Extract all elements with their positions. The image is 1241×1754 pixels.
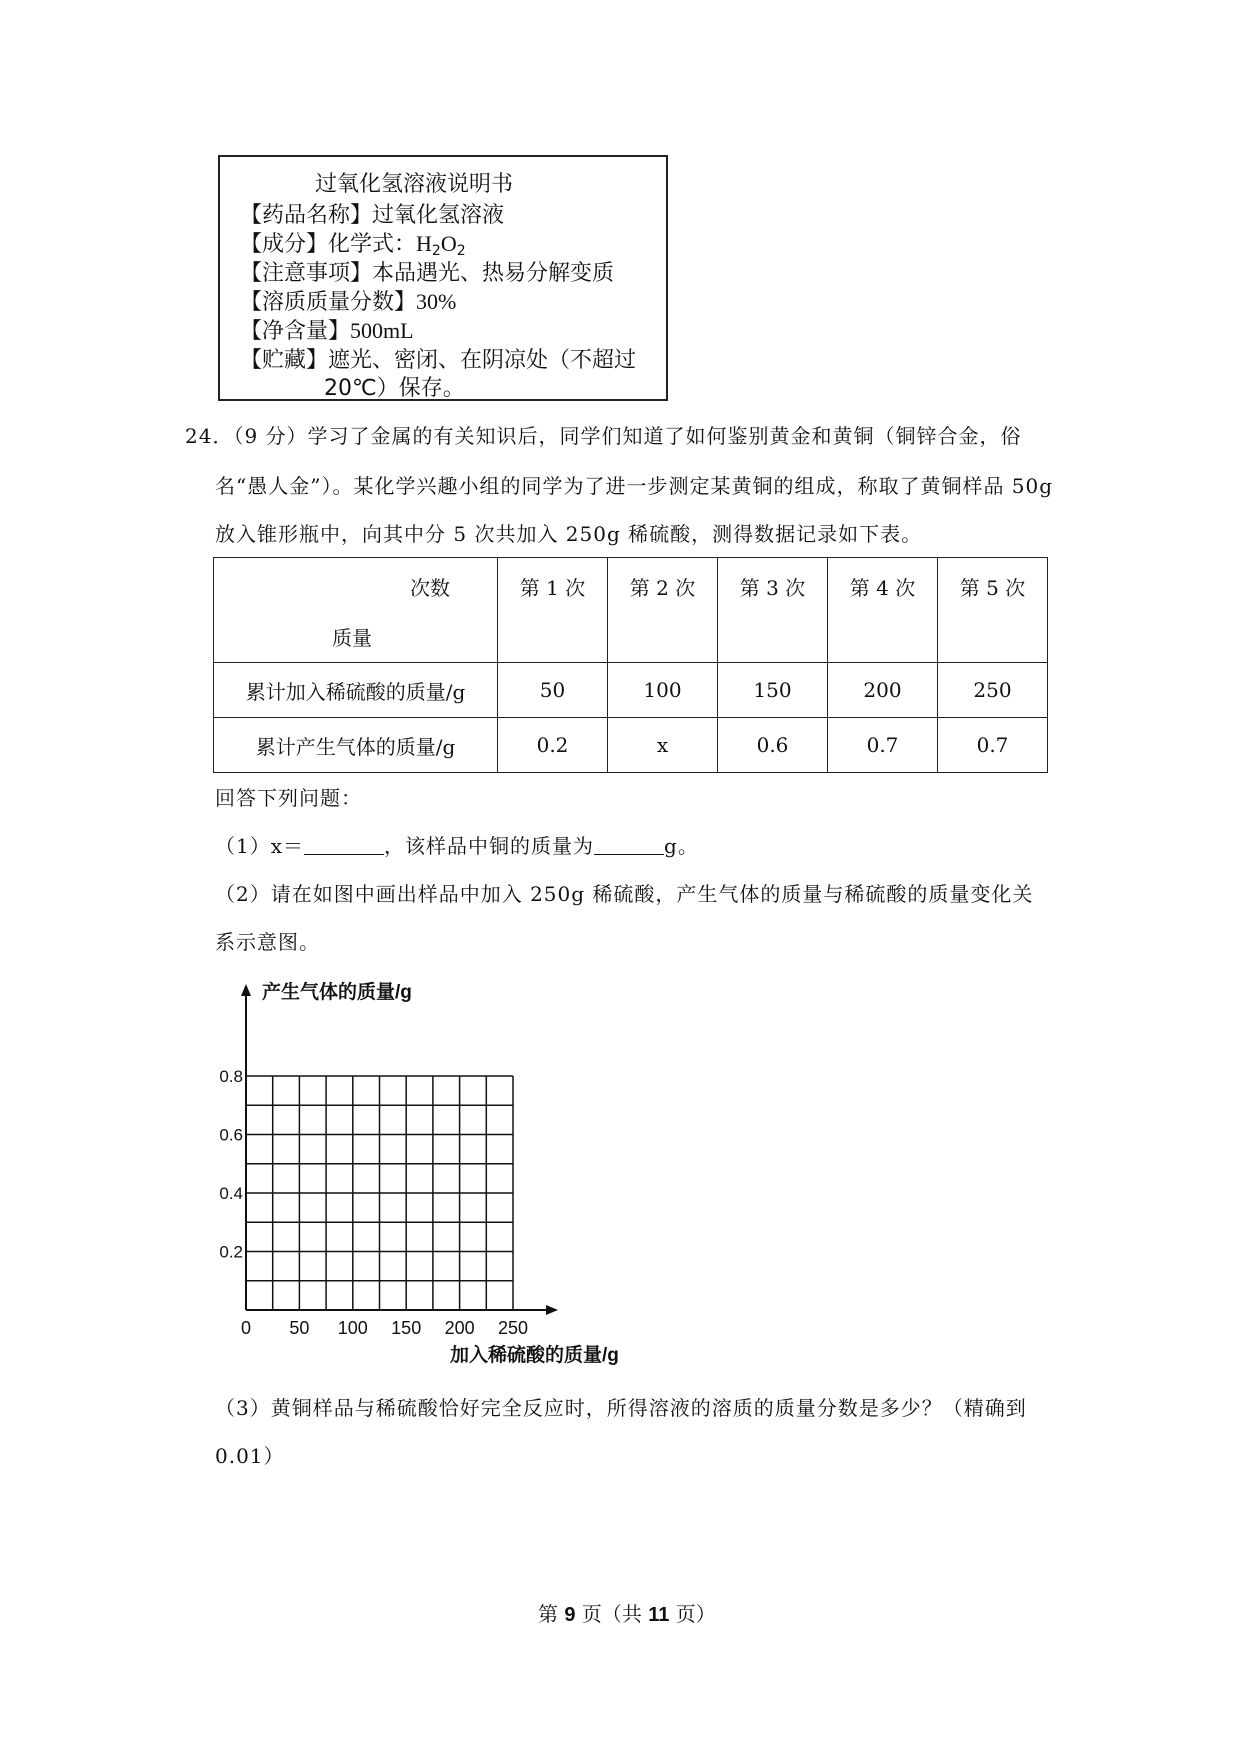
footer-page-number: 9 xyxy=(564,1604,576,1626)
table-column-header: 第 2 次 xyxy=(608,558,718,663)
label-line-fraction xyxy=(240,285,456,316)
corner-top-label: 次数 xyxy=(410,576,450,600)
table-row xyxy=(214,663,1048,718)
footer-text: 页） xyxy=(669,1602,716,1626)
x-tick-label: 100 xyxy=(337,1318,368,1338)
question-3-line-1: （3）黄铜样品与稀硫酸恰好完全反应时，所得溶液的溶质的质量分数是多少？（精确到 xyxy=(215,1396,1027,1420)
q1-middle: ，该样品中铜的质量为 xyxy=(384,834,595,858)
table-cell: 250 xyxy=(938,663,1048,718)
answer-blank-copper-mass[interactable] xyxy=(594,853,664,855)
table-cell: 50 xyxy=(498,663,608,718)
formula-h: H xyxy=(416,231,432,256)
chart-y-axis-label: 产生气体的质量/g xyxy=(262,982,412,1003)
label-value: 过氧化氢溶液 xyxy=(372,203,505,228)
question-line-1: 24．（9 分）学习了金属的有关知识后，同学们知道了如何鉴别黄金和黄铜（铜锌合金，俗 xyxy=(185,424,1022,448)
label-line-composition xyxy=(240,227,466,259)
label-value: 遮光、密闭、在阴凉处（不超过 xyxy=(328,348,637,373)
question-3-line-2: 0.01） xyxy=(215,1444,285,1468)
label-value: 30% xyxy=(416,289,457,314)
table-cell: x xyxy=(608,718,718,773)
chart-tick-labels xyxy=(219,1067,528,1338)
table-row-label: 累计产生气体的质量/g xyxy=(214,718,498,773)
chart-grid xyxy=(246,1076,513,1310)
label-line-notes xyxy=(240,256,614,287)
answer-intro: 回答下列问题： xyxy=(215,786,362,810)
table-column-header: 第 3 次 xyxy=(718,558,828,663)
footer-total-pages: 11 xyxy=(648,1604,670,1626)
x-tick-label: 250 xyxy=(497,1318,529,1338)
formula-subscript: 2 xyxy=(431,243,441,259)
corner-bottom-label: 质量 xyxy=(332,626,372,650)
label-key: 【贮藏】 xyxy=(240,348,329,373)
footer-text: 页（共 xyxy=(575,1602,649,1626)
formula-subscript: 2 xyxy=(456,243,466,259)
table-cell: 0.6 xyxy=(718,718,828,773)
label-key: 【溶质质量分数】 xyxy=(240,290,417,315)
table-column-header: 第 1 次 xyxy=(498,558,608,663)
chart-x-axis-label: 加入稀硫酸的质量/g xyxy=(450,1345,619,1366)
label-line-net xyxy=(240,314,414,345)
table-header-row xyxy=(214,558,1048,663)
question-line-3: 放入锥形瓶中，向其中分 5 次共加入 250g 稀硫酸，测得数据记录如下表。 xyxy=(215,522,923,546)
x-tick-label: 150 xyxy=(391,1318,422,1338)
question-line-2: 名“愚人金”）。某化学兴趣小组的同学为了进一步测定某黄铜的组成，称取了黄铜样品 50g xyxy=(215,474,1054,498)
table-row xyxy=(214,718,1048,773)
table-column-header: 第 5 次 xyxy=(938,558,1048,663)
table-cell: 200 xyxy=(828,663,938,718)
gas-mass-chart[interactable] xyxy=(200,980,640,1380)
data-table xyxy=(213,557,1048,773)
table-row-label: 累计加入稀硫酸的质量/g xyxy=(214,663,498,718)
answer-blank-x[interactable] xyxy=(304,853,384,855)
y-tick-label: 0.8 xyxy=(219,1067,243,1086)
table-column-header: 第 4 次 xyxy=(828,558,938,663)
chart-axes xyxy=(241,984,558,1315)
medicine-label-box xyxy=(218,155,668,401)
label-value: 500mL xyxy=(350,318,414,343)
label-title: 过氧化氢溶液说明书 xyxy=(315,172,514,197)
table-cell: 0.2 xyxy=(498,718,608,773)
label-line-storage-cont: 20℃）保存。 xyxy=(324,376,465,401)
x-tick-label: 0 xyxy=(240,1318,252,1338)
question-2-line-2: 系示意图。 xyxy=(215,930,320,954)
label-line-storage xyxy=(240,343,636,374)
label-value: 化学式： xyxy=(328,232,417,257)
y-tick-label: 0.6 xyxy=(219,1125,243,1145)
label-line-name xyxy=(240,198,504,229)
table-cell: 100 xyxy=(608,663,718,718)
label-value: 本品遇光、热易分解变质 xyxy=(372,261,615,286)
label-key: 【注意事项】 xyxy=(240,261,373,286)
x-axis-arrow-icon xyxy=(546,1305,558,1315)
y-tick-label: 0.2 xyxy=(219,1242,243,1262)
label-key: 【成分】 xyxy=(240,232,329,257)
label-key: 【净含量】 xyxy=(240,319,351,344)
q1-suffix: g。 xyxy=(664,834,699,858)
table-cell: 0.7 xyxy=(938,718,1048,773)
y-axis-arrow-icon xyxy=(241,984,251,996)
x-tick-label: 50 xyxy=(289,1318,310,1338)
x-tick-label: 200 xyxy=(444,1318,475,1338)
y-tick-label: 0.4 xyxy=(219,1184,243,1203)
table-cell: 150 xyxy=(718,663,828,718)
table-cell: 0.7 xyxy=(828,718,938,773)
footer-text: 第 xyxy=(538,1602,565,1626)
question-2-line-1: （2）请在如图中画出样品中加入 250g 稀硫酸，产生气体的质量与稀硫酸的质量变化关 xyxy=(215,882,1034,906)
q1-prefix: （1）x＝ xyxy=(215,834,305,858)
question-1 xyxy=(215,830,699,859)
page-footer xyxy=(538,1598,716,1627)
formula-o: O xyxy=(440,231,457,256)
label-key: 【药品名称】 xyxy=(240,203,373,228)
table-corner-cell xyxy=(214,558,498,663)
